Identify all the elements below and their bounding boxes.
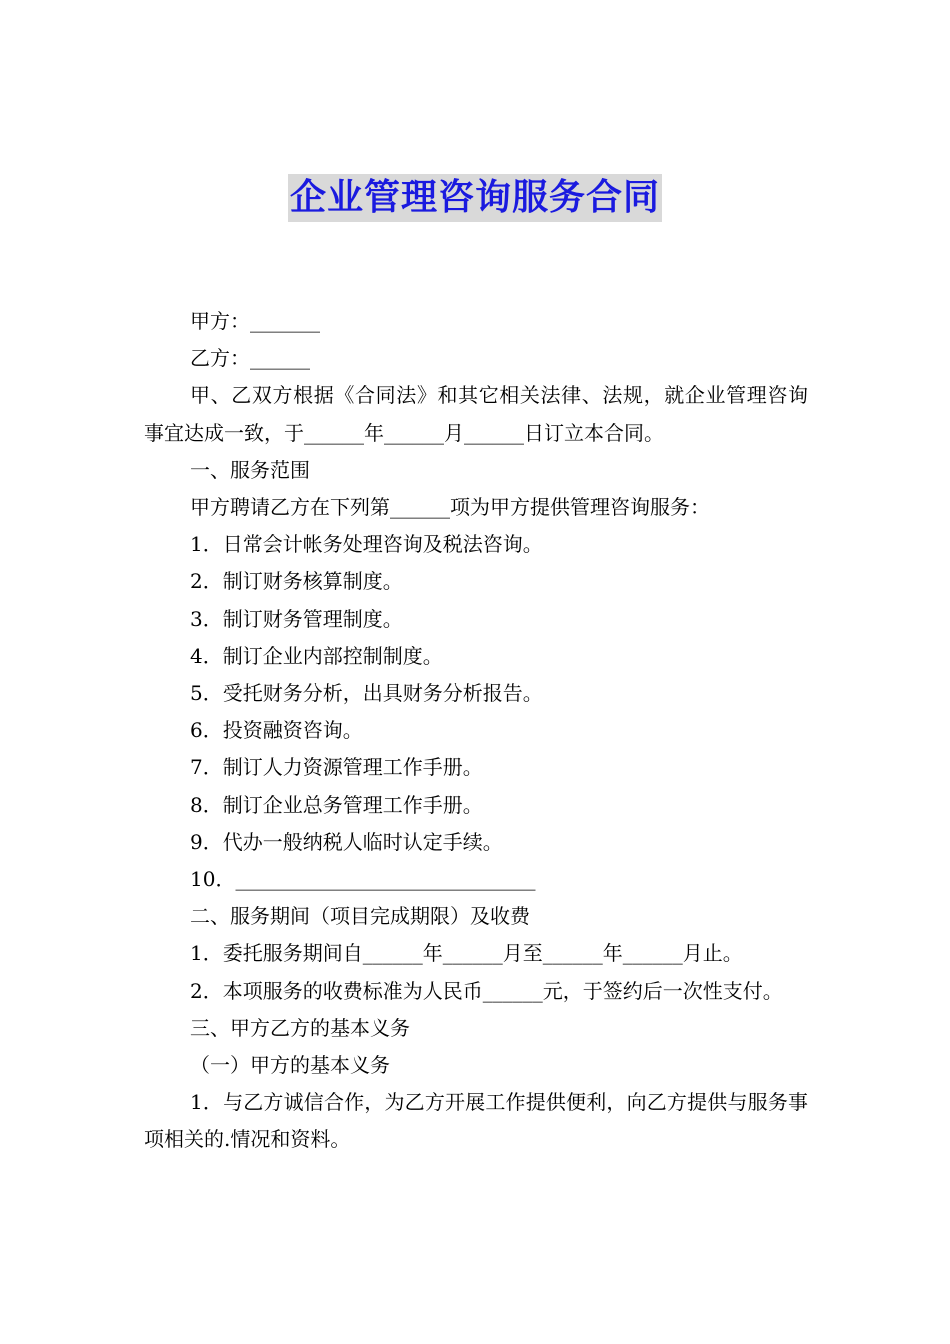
list-item: 8．制订企业总务管理工作手册。 [190,792,483,817]
party-b-line: 乙方：______ [190,346,310,371]
section-heading-period: 二、服务期间（项目完成期限）及收费 [190,904,530,929]
title-container [0,174,950,222]
document-title: 企业管理咨询服务合同 [288,174,662,222]
section-heading-scope: 一、服务范围 [190,457,310,482]
party-a-line: 甲方：_______ [190,309,320,333]
list-item: 5．受托财务分析，出具财务分析报告。 [190,681,543,706]
list-item: 2．本项服务的收费标准为人民币______元，于签约后一次性支付。 [190,978,783,1003]
list-item: 3．制订财务管理制度。 [190,606,403,631]
list-item: 2．制订财务核算制度。 [190,569,403,594]
list-item: 1．日常会计帐务处理咨询及税法咨询。 [190,532,543,557]
document-body [144,303,808,1159]
list-item: 6．投资融资咨询。 [190,718,363,743]
preamble-paragraph: 甲、乙双方根据《合同法》和其它相关法律、法规，就企业管理咨询事宜达成一致，于______年______月______日订立本合同。 [144,383,808,445]
list-item: 1．委托服务期间自______年______月至______年______月止。 [190,941,743,966]
scope-intro: 甲方聘请乙方在下列第______项为甲方提供管理咨询服务： [190,495,710,520]
list-item: 7．制订人力资源管理工作手册。 [190,755,483,780]
list-item: 4．制订企业内部控制制度。 [190,643,443,668]
list-item: 9．代办一般纳税人临时认定手续。 [190,829,503,854]
list-item: 1．与乙方诚信合作，为乙方开展工作提供便利，向乙方提供与服务事项相关的.情况和资料。 [144,1090,808,1152]
section-heading-obligations: 三、甲方乙方的基本义务 [190,1015,410,1040]
subsection-heading-party-a: （一）甲方的基本义务 [190,1053,390,1078]
list-item: 10．______________________________ [190,867,536,892]
